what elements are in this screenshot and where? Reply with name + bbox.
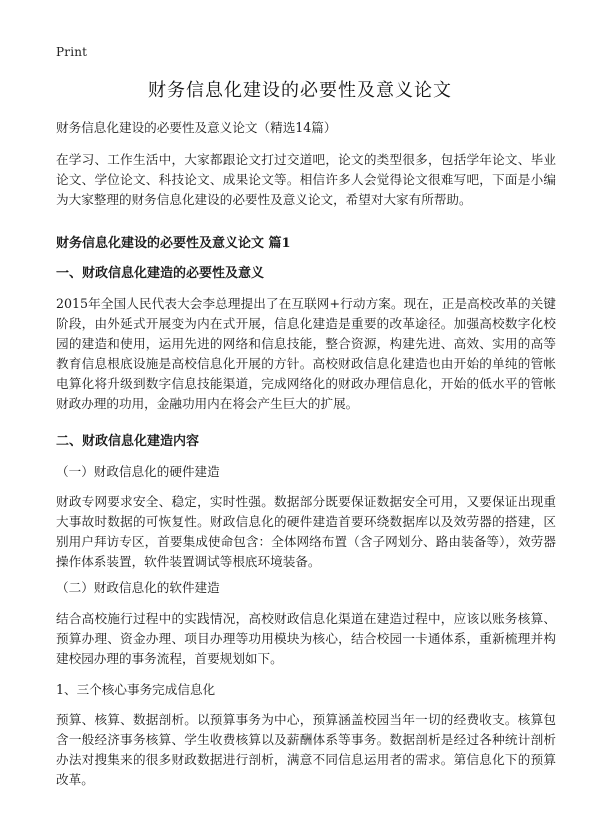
subsection2-paragraph: 结合高校施行过程中的实践情况，高校财政信息化渠道在建造过程中，应该以账务核算、预算办理、资金办理、项目办理等功用模块为核心，结合校园一卡通体系，重新梳理并构建校园办理的事务流程，首要规划如下。 — [56, 611, 556, 666]
subsection1-heading: （一）财政信息化的硬件建造 — [56, 464, 220, 479]
document-subtitle: 财务信息化建设的必要性及意义论文（精选14篇） — [56, 120, 337, 135]
print-label[interactable]: Print — [56, 45, 88, 59]
section2-heading: 二、财政信息化建造内容 — [56, 434, 200, 449]
item1-paragraph: 预算、核算、数据剖析。以预算事务为中心，预算涵盖校园当年一切的经费收支。核算包含一般经济事务核算、学生收费核算以及薪酬体系等事务。数据剖析是经过各种统计剖析办法对搜集来的很多财政数据进行剖析，满意不同信息运用者的需求。第信息化下的预算改革。 — [56, 712, 556, 787]
subsection1-paragraph: 财政专网要求安全、稳定，实时性强。数据部分既要保证数据安全可用，又要保证出现重大事故时数据的可恢复性。财政信息化的硬件建造首要环绕数据库以及效劳器的搭建，区别用户拜访专区，首要集成使命包含：全体网络布置（含子网划分、路由装备等），效劳器操作体系装置，软件装置调试等根底环境装备。 — [56, 494, 556, 569]
intro-paragraph: 在学习、工作生活中，大家都跟论文打过交道吧，论文的类型很多，包括学年论文、毕业论文、学位论文、科技论文、成果论文等。相信许多人会觉得论文很难写吧，下面是小编为大家整理的财务信息化建设的必要性及意义论文，希望对大家有所帮助。 — [56, 152, 556, 207]
section1-heading: 一、财政信息化建造的必要性及意义 — [56, 266, 265, 281]
item1-heading: 1、三个核心事务完成信息化 — [56, 682, 216, 697]
subsection2-heading: （二）财政信息化的软件建造 — [56, 580, 220, 595]
article-heading: 财务信息化建设的必要性及意义论文 篇1 — [56, 236, 291, 251]
section1-paragraph: 2015年全国人民代表大会李总理提出了在互联网+行动方案。现在，正是高校改革的关键阶段，由外延式开展变为内在式开展，信息化建造是重要的改革途径。加强高校数字化校园的建造和使用，运用先进的网络和信息技能，整合资源，构建先进、高效、实用的高等教育信息根底设施是高校信息化开展的方针。高校财政信息化建造也由开始的单纯的管帐电算化将升级到数字信息技能渠道，完成网络化的财政办理信息化，开始的低水平的管帐财政办理的功用，金融功用内在将会产生巨大的扩展。 — [56, 296, 556, 411]
page-title: 财务信息化建设的必要性及意义论文 — [148, 80, 452, 101]
